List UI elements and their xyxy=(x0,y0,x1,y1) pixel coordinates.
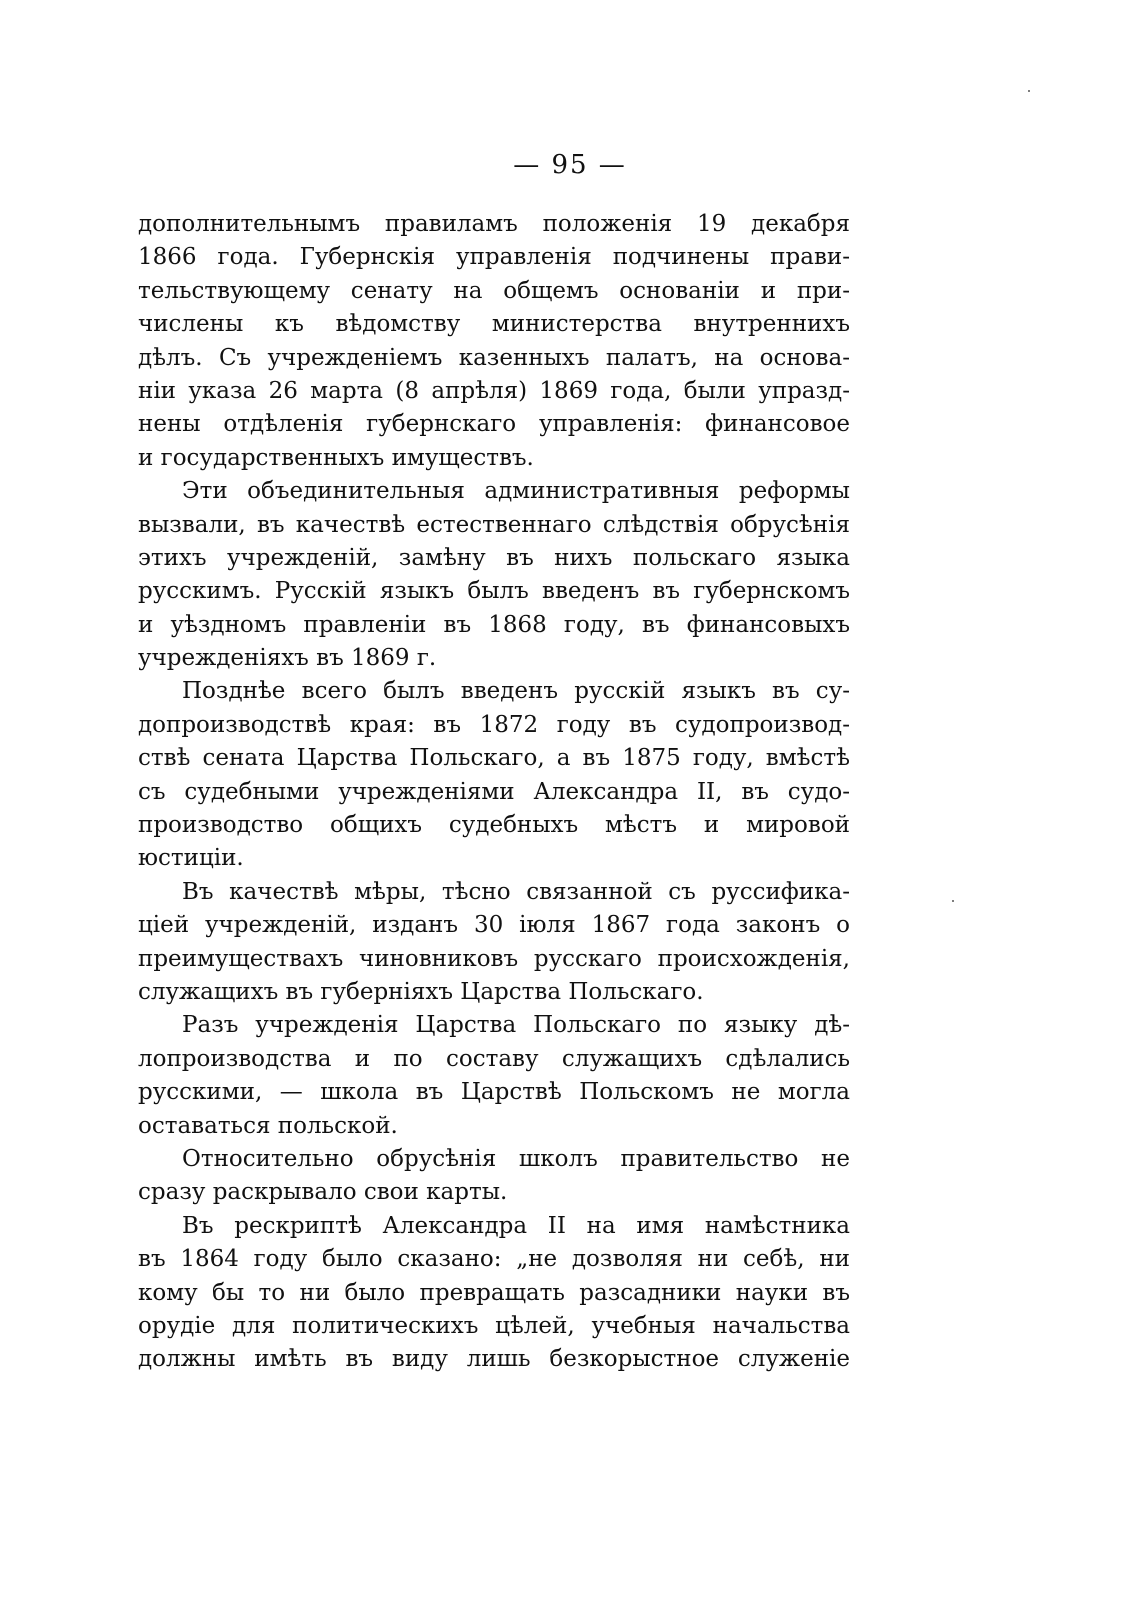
paragraph xyxy=(138,1143,850,1210)
text-line: съ судебными учрежденіями Александра II, въ судо- xyxy=(138,778,850,805)
text-line: Относительно обрусѣнія школъ правительство не xyxy=(182,1145,850,1172)
page-number: — 95 — xyxy=(513,150,627,180)
text-line: орудіе для политическихъ цѣлей, учебныя начальства xyxy=(138,1312,850,1339)
text-line: Эти объединительныя административныя реформы xyxy=(182,478,850,505)
text-line: производство общихъ судебныхъ мѣстъ и мировой xyxy=(138,812,850,839)
text-line: вызвали, въ качествѣ естественнаго слѣдствія обрусѣнія xyxy=(138,511,850,538)
text-line: русскимъ. Русскій языкъ былъ введенъ въ губернскомъ xyxy=(138,578,850,605)
text-line: должны имѣть въ виду лишь безкорыстное служеніе xyxy=(138,1346,850,1373)
text-line: Въ качествѣ мѣры, тѣсно связанной съ руссифика- xyxy=(182,878,850,905)
text-line: и государственныхъ имуществъ. xyxy=(138,444,534,471)
text-line: Позднѣе всего былъ введенъ русскій языкъ въ су- xyxy=(182,678,850,705)
scan-speck xyxy=(952,900,954,902)
text-line: служащихъ въ губерніяхъ Царства Польскаго. xyxy=(138,978,704,1005)
paragraph xyxy=(138,876,850,1010)
paragraph xyxy=(138,1009,850,1143)
text-line: дополнительнымъ правиламъ положенія 19 декабря xyxy=(138,211,850,237)
paragraph xyxy=(138,208,850,475)
body-text xyxy=(138,208,850,1377)
paragraph xyxy=(138,675,850,875)
text-line: ніи указа 26 марта (8 апрѣля) 1869 года, были упразд- xyxy=(138,377,850,404)
text-line: кому бы то ни было превращать разсадники науки въ xyxy=(138,1279,850,1306)
scan-speck xyxy=(1028,90,1030,92)
text-line: Разъ учрежденія Царства Польскаго по языку дѣ- xyxy=(182,1012,850,1039)
text-line: ціей учрежденій, изданъ 30 іюля 1867 года законъ о xyxy=(138,912,850,939)
text-line: нены отдѣленія губернскаго управленія: финансовое xyxy=(138,411,850,438)
text-line: Въ рескриптѣ Александра II на имя намѣстника xyxy=(182,1212,850,1239)
text-line: допроизводствѣ края: въ 1872 году въ судопроизвод- xyxy=(138,711,850,738)
text-line: преимуществахъ чиновниковъ русскаго происхожденія, xyxy=(138,945,850,972)
text-line: и уѣздномъ правленіи въ 1868 году, въ финансовыхъ xyxy=(138,611,850,638)
text-line: оставаться польской. xyxy=(138,1112,398,1139)
text-line: числены къ вѣдомству министерства внутреннихъ xyxy=(138,311,850,338)
text-line: тельствующему сенату на общемъ основаніи и при- xyxy=(138,277,850,304)
text-line: лопроизводства и по составу служащихъ сдѣлались xyxy=(138,1045,850,1072)
text-line: этихъ учрежденій, замѣну въ нихъ польскаго языка xyxy=(138,544,850,571)
text-line: русскими, — школа въ Царствѣ Польскомъ не могла xyxy=(138,1079,850,1106)
text-line: дѣлъ. Съ учрежденіемъ казенныхъ палатъ, на основа- xyxy=(138,344,850,371)
text-line: юстиціи. xyxy=(138,845,244,872)
text-line: сразу раскрывало свои карты. xyxy=(138,1179,508,1206)
text-line: учрежденіяхъ въ 1869 г. xyxy=(138,645,437,672)
paragraph xyxy=(138,1210,850,1377)
text-line: ствѣ сената Царства Польскаго, а въ 1875 году, вмѣстѣ xyxy=(138,745,850,772)
text-line: 1866 года. Губернскія управленія подчинены прави- xyxy=(138,244,850,271)
paragraph xyxy=(138,475,850,675)
text-line: въ 1864 году было сказано: „не дозволяя ни себѣ, ни xyxy=(138,1246,850,1273)
